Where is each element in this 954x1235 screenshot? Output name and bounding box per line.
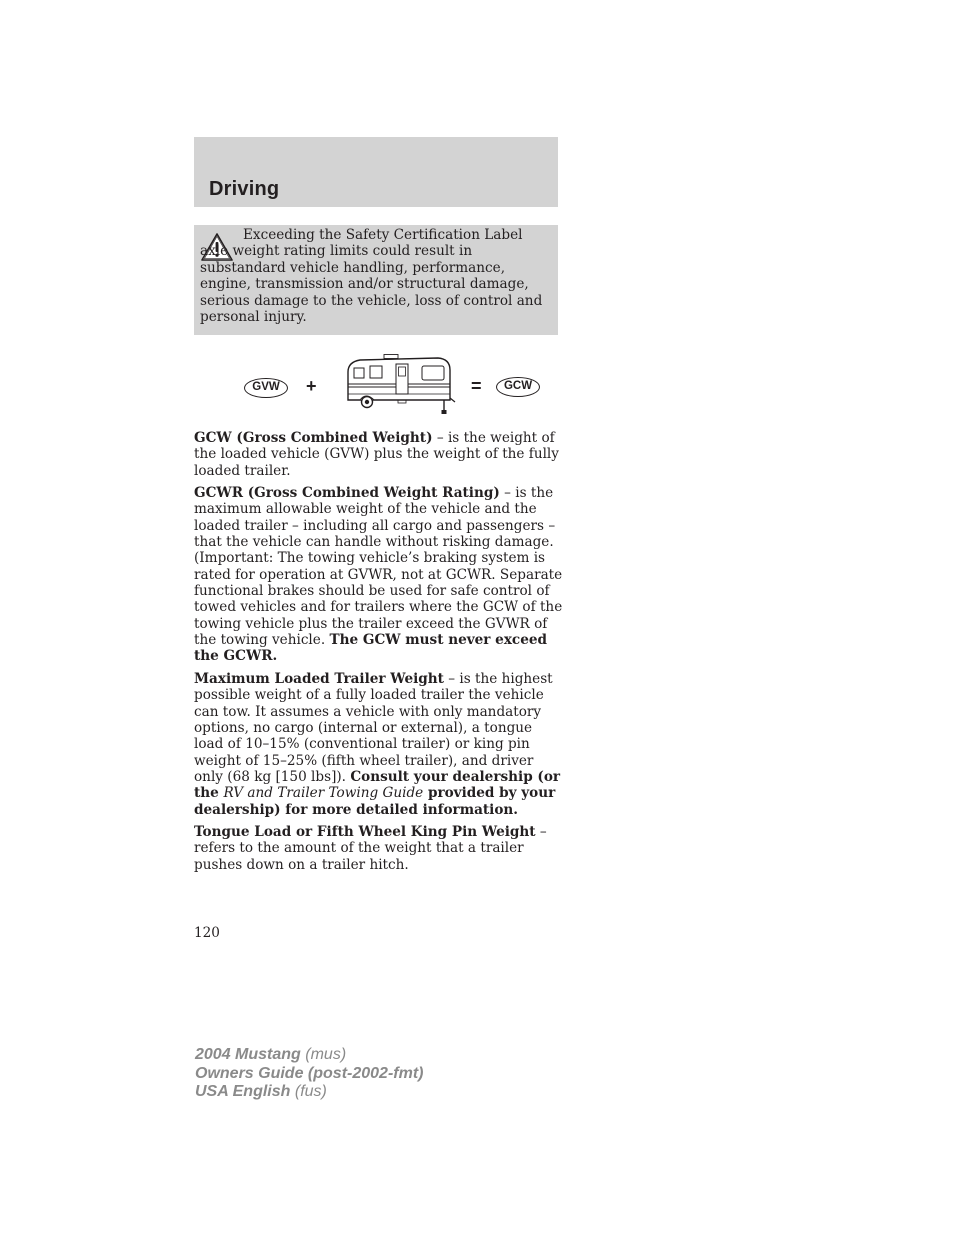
gcw-term: GCW (Gross Combined Weight)	[194, 430, 433, 446]
tongue-definition: Tongue Load or Fifth Wheel King Pin Weight – refers to the amount of the weight that a trailer pushes down on a trailer hitch.	[194, 823, 547, 873]
travel-trailer-icon	[340, 354, 456, 416]
gcwr-emphasis: The GCW must never exceed the GCWR.	[194, 632, 548, 665]
guide-title: RV and Trailer Towing Guide	[223, 785, 424, 802]
gvw-label: GVW	[244, 378, 288, 398]
mltw-definition: Maximum Loaded Trailer Weight – is the highest possible weight of a fully loaded trailer the vehicle can tow. It assumes a vehicle with only mandatory options, no cargo (internal or external), a tongue load of 10–15% (conventional trailer) or king pin weight of 15–25% (fifth wheel trailer), and driver only (68 kg [150 lbs]). Consult your dealership (or the RV and Trailer Towing Guide provided by your dealership) for more detailed information.	[194, 670, 561, 818]
section-header	[194, 137, 558, 207]
gcwr-term: GCWR (Gross Combined Weight Rating)	[194, 485, 500, 502]
definitions-body	[194, 430, 564, 879]
tongue-term: Tongue Load or Fifth Wheel King Pin Weight	[194, 823, 536, 840]
warning-box	[194, 225, 558, 335]
gcw-definition: GCW (Gross Combined Weight) – is the weight of the loaded vehicle (GVW) plus the weight of the fully loaded trailer.	[194, 430, 559, 479]
mltw-term: Maximum Loaded Trailer Weight	[194, 670, 444, 687]
equals-sign: =	[471, 376, 482, 396]
warning-text: Exceeding the Safety Certification Label axle weight rating limits could result in substandard vehicle handling, performance, engine, transmission and/or structural damage, serious damage to the vehicle, loss of control and personal injury.	[200, 227, 543, 326]
plus-sign: +	[306, 376, 317, 396]
section-title: Driving	[209, 178, 280, 200]
gcwr-definition: GCWR (Gross Combined Weight Rating) – is the maximum allowable weight of the vehicle and the loaded trailer – including all cargo and passengers – that the vehicle can handle without risking damage. (Important: The towing vehicle’s braking system is rated for operation at GVWR, not at GCWR. Separate functional brakes should be used for safe control of towed vehicles and for trailers where the GCW of the towing vehicle plus the trailer exceed the GVWR of the towing vehicle. The GCW must never exceed the GCWR.	[194, 485, 563, 665]
document-footer: 2004 Mustang (mus) Owners Guide (post-2002-fmt) USA English (fus)	[195, 1046, 424, 1101]
page-number: 120	[194, 925, 220, 941]
gcw-label: GCW	[496, 377, 540, 397]
weight-equation-diagram	[194, 352, 558, 416]
